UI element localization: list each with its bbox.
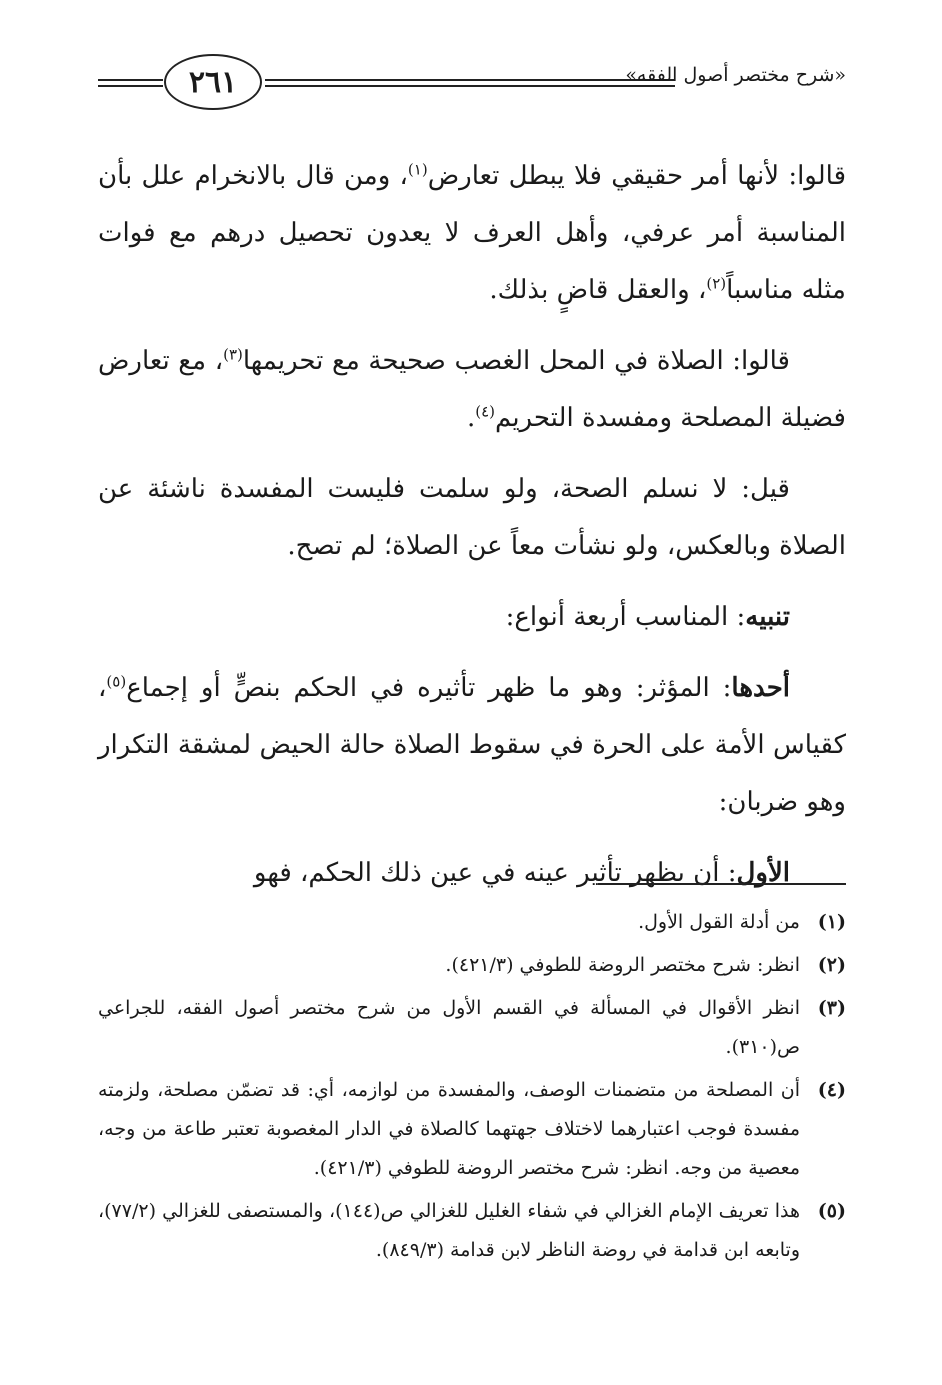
footnote-ref[interactable]: (٣) (223, 345, 243, 364)
text-segment: قالوا: الصلاة في المحل الغصب صحيحة مع تحريمها (242, 346, 790, 376)
footnote (98, 946, 846, 985)
header-rule (98, 85, 163, 87)
footnote-text: من أدلة القول الأول. (638, 911, 800, 933)
footnote (98, 989, 846, 1067)
text-segment: : أن يظهر تأثير عينه في عين ذلك الحكم، فهو (253, 858, 737, 888)
paragraph (98, 333, 846, 447)
footnotes (98, 903, 846, 1274)
text-segment: ، ومن قال بالانخرام علل بأن المناسبة أمر عرفي، وأهل العرف لا يعدون تحصيل درهم مع فوات مثله مناسباً (98, 161, 846, 305)
paragraph-lead: أحدها (731, 673, 790, 703)
footnote (98, 903, 846, 942)
paragraph (98, 148, 846, 319)
footnote (98, 1071, 846, 1188)
footnote-number: (٥) (817, 1200, 846, 1222)
paragraph-lead: الأول (736, 858, 790, 888)
footnote-text: هذا تعريف الإمام الغزالي في شفاء الغليل للغزالي ص(١٤٤)، والمستصفى للغزالي (٧٧/٢)، وتابعه ابن قدامة في روضة الناظر لابن قدامة (٨٤٩/٣). (98, 1200, 800, 1261)
page-number: ٢٦١ (164, 54, 262, 110)
footnote-ref[interactable]: (١) (407, 160, 428, 179)
text-segment: قالوا: لأنها أمر حقيقي فلا يبطل تعارض (427, 161, 847, 191)
footnote-text: انظر: شرح مختصر الروضة للطوفي (٤٢١/٣). (445, 954, 800, 976)
footnote-text: انظر الأقوال في المسألة في القسم الأول من شرح مختصر أصول الفقه، للجراعي ص(٣١٠). (98, 997, 800, 1058)
running-title: «شرح مختصر أصول الفقه» (625, 64, 846, 86)
footnote-text: أن المصلحة من متضمنات الوصف، والمفسدة من لوازمه، أي: قد تضمّن مصلحة، ولزمته مفسدة فوجب اعتبارهما لاختلاف جهتهما كالصلاة في الدار المغصوبة تعتبر طاعة من وجه، معصية من وجه. انظر: شرح مختصر الروضة للطوفي (٤٢١/٣). (98, 1079, 800, 1179)
text-segment: ، والعقل قاضٍ بذلك. (489, 275, 707, 305)
text-segment: قيل: لا نسلم الصحة، ولو سلمت فليست المفسدة ناشئة عن الصلاة وبالعكس، ولو نشأت معاً عن الصلاة؛ لم تصح. (98, 474, 846, 561)
footnote-number: (٣) (817, 997, 846, 1019)
header-rule (265, 79, 675, 81)
page-header (98, 52, 846, 116)
footnote (98, 1192, 846, 1270)
text-segment: ، كقياس الأمة على الحرة في سقوط الصلاة حالة الحيض لمشقة التكرار وهو ضربان: (98, 673, 846, 817)
text-segment: : المؤثر: وهو ما ظهر تأثيره في الحكم بنصٍّ أو إجماع (126, 673, 732, 703)
paragraph (98, 461, 846, 575)
footnote-number: (٤) (817, 1079, 846, 1101)
footnote-number: (٢) (817, 954, 846, 976)
text-segment: : المناسب أربعة أنواع: (505, 602, 746, 632)
paragraph (98, 845, 846, 902)
header-rule (98, 79, 163, 81)
paragraph-lead: تنبيه (745, 602, 790, 632)
main-text (98, 148, 846, 916)
paragraph (98, 660, 846, 831)
header-rule (265, 85, 675, 87)
footnote-ref[interactable]: (٤) (475, 402, 496, 421)
footnote-ref[interactable]: (٥) (106, 672, 127, 691)
footnote-number: (١) (817, 911, 846, 933)
paragraph (98, 589, 846, 646)
text-segment: ، مع تعارض فضيلة المصلحة ومفسدة التحريم (98, 346, 846, 433)
footnote-ref[interactable]: (٢) (706, 274, 727, 293)
text-segment: . (466, 403, 476, 433)
footnote-separator (598, 883, 846, 885)
